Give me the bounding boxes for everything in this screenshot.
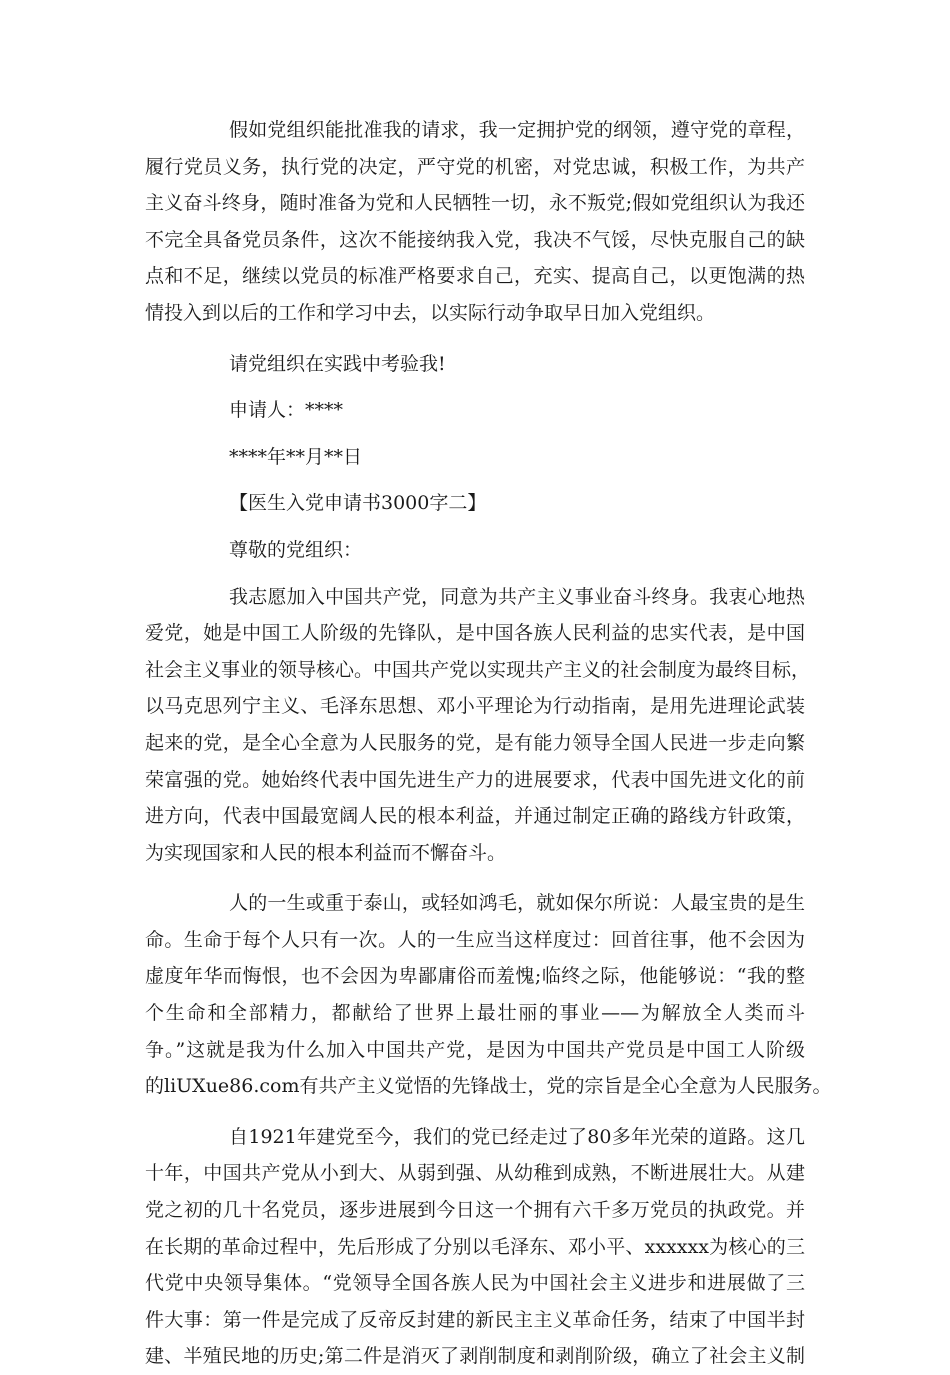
text-line: 点和不足，继续以党员的标准严格要求自己，充实、提高自己，以更饱满的热 [145, 265, 805, 288]
paragraph-life [145, 885, 832, 1105]
paragraph-intro [145, 579, 811, 872]
date-line: ****年**月**日 [229, 445, 363, 468]
text-line: 的liUXue86.com有共产主义觉悟的先锋战士，党的宗旨是全心全意为人民服务。 [145, 1075, 832, 1098]
text-line: 建、半殖民地的历史;第二件是消灭了剥削制度和剥削阶级，确立了社会主义制 [145, 1345, 805, 1368]
paragraph-history [145, 1119, 805, 1375]
text-line: 主义奋斗终身，随时准备为党和人民牺牲一切，永不叛党;假如党组织认为我还 [145, 192, 805, 215]
text-line: 代党中央领导集体。“党领导全国各族人民为中国社会主义进步和进展做了三 [145, 1272, 805, 1295]
text-line: 在长期的革命过程中，先后形成了分别以毛泽东、邓小平、xxxxxx为核心的三 [145, 1235, 805, 1258]
paragraph-closing [145, 346, 805, 383]
text-line: 我志愿加入中国共产党，同意为共产主义事业奋斗终身。我衷心地热 [229, 585, 805, 608]
text-line: 情投入到以后的工作和学习中去，以实际行动争取早日加入党组织。 [145, 301, 716, 324]
salutation-line: 尊敬的党组织： [229, 538, 363, 561]
text-line: 虚度年华而悔恨，也不会因为卑鄙庸俗而羞愧;临终之际，他能够说：“我的整 [145, 965, 805, 988]
text-line: 履行党员义务，执行党的决定，严守党的机密，对党忠诚，积极工作，为共产 [145, 155, 805, 178]
text-line: 人的一生或重于泰山，或轻如鸿毛，就如保尔所说：人最宝贵的是生 [229, 892, 805, 915]
text-line: 为实现国家和人民的根本利益而不懈奋斗。 [145, 841, 507, 864]
text-line: 自1921年建党至今，我们的党已经走过了80多年光荣的道路。这几 [229, 1125, 805, 1148]
text-line: 假如党组织能批准我的请求，我一定拥护党的纲领，遵守党的章程， [229, 119, 805, 141]
text-line: 十年，中国共产党从小到大、从弱到强、从幼稚到成熟，不断进展壮大。从建 [145, 1162, 805, 1185]
text-line: 以马克思列宁主义、毛泽东思想、邓小平理论为行动指南，是用先进理论武装 [145, 695, 805, 718]
text-line: 命。生命于每个人只有一次。人的一生应当这样度过：回首往事，他不会因为 [145, 928, 805, 951]
applicant-line: 申请人：**** [229, 399, 344, 422]
text-line: 社会主义事业的领导核心。中国共产党以实现共产主义的社会制度为最终目标， [145, 658, 811, 681]
text-line: 争。”这就是我为什么加入中国共产党，是因为中国共产党员是中国工人阶级 [145, 1038, 805, 1061]
text-line: 件大事：第一件是完成了反帝反封建的新民主主义革命任务，结束了中国半封 [145, 1308, 805, 1331]
text-line: 个生命和全部精力，都献给了世界上最壮丽的事业——为解放全人类而斗 [145, 1002, 805, 1025]
text-line: 荣富强的党。她始终代表中国先进生产力的进展要求，代表中国先进文化的前 [145, 768, 805, 791]
closing-line: 请党组织在实践中考验我! [229, 352, 446, 375]
text-line: 不完全具备党员条件，这次不能接纳我入党，我决不气馁，尽快克服自己的缺 [145, 228, 805, 251]
text-line: 爱党，她是中国工人阶级的先锋队，是中国各族人民利益的忠实代表，是中国 [145, 622, 805, 645]
text-line: 起来的党，是全心全意为人民服务的党，是有能力领导全国人民进一步走向繁 [145, 731, 805, 754]
paragraph-pledge [145, 112, 805, 332]
section-heading [145, 485, 805, 522]
text-line: 党之初的几十名党员，逐步进展到今日这一个拥有六千多万党员的执政党。并 [145, 1199, 805, 1222]
paragraph-date [145, 439, 805, 476]
paragraph-salutation [145, 532, 805, 569]
paragraph-applicant [145, 392, 805, 429]
document-body [145, 112, 832, 1375]
section-title: 【医生入党申请书3000字二】 [229, 492, 487, 515]
text-line: 进方向，代表中国最宽阔人民的根本利益，并通过制定正确的路线方针政策， [145, 805, 805, 828]
